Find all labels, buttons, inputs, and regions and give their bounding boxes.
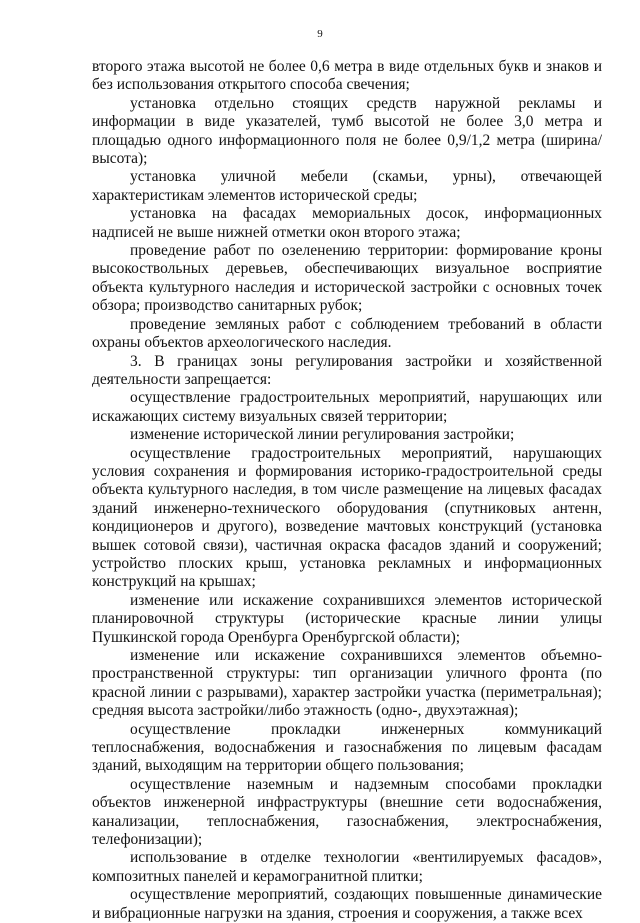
paragraph: осуществление прокладки инженерных коммуникаций теплоснабжения, водоснабжения и газоснабжения по лицевым фасадам зданий, выходящим на территории общего пользования; <box>92 720 602 775</box>
paragraph: осуществление градостроительных мероприятий, нарушающих или искажающих систему визуальных связей территории; <box>92 389 602 425</box>
paragraph: изменение или искажение сохранившихся элементов объемно-пространственной структуры: тип организации уличного фронта (по красной линии с разрывами), характер застройки участка (периметральная); средняя высота застройки/либо этажность (одно-, двухэтажная); <box>92 647 602 720</box>
paragraph: осуществление наземным и надземным способами прокладки объектов инженерной инфраструктуры (внешние сети водоснабжения, канализации, теплоснабжения, газоснабжения, электроснабжения, телефонизации); <box>92 775 602 849</box>
paragraph: осуществление мероприятий, создающих повышенные динамические и вибрационные нагрузки на здания, строения и сооружения, а также всех <box>92 886 602 922</box>
paragraph: проведение земляных работ с соблюдением требований в области охраны объектов археологического наследия. <box>92 315 602 352</box>
paragraph: изменение исторической линии регулирования застройки; <box>130 426 515 444</box>
page-number: 9 <box>317 28 323 40</box>
paragraph: осуществление градостроительных мероприятий, нарушающих условия сохранения и формирования историко-градостроительной среды объекта культурного наследия, в том числе размещение на лицевых фасадах зданий инженерно-технического оборудования (спутниковых антенн, кондиционеров и другого), возведение мачтовых конструкций (установка вышек сотовой связи), частичная окраска фасадов зданий и сооружений; устройство плоских крыш, установка рекламных и информационных конструкций на крышах; <box>92 444 602 591</box>
paragraph: установка отдельно стоящих средств наружной рекламы и информации в виде указателей, тумб высотой не более 3,0 метра и площадью одного информационного поля не более 0,9/1,2 метра (ширина/высота); <box>92 94 602 168</box>
paragraph: проведение работ по озеленению территории: формирование кроны высокоствольных деревьев, обеспечивающих визуальное восприятие объекта культурного наследия и исторической застройки с основных точек обзора; производство санитарных рубок; <box>92 242 602 315</box>
paragraph: установка на фасадах мемориальных досок, информационных надписей не выше нижней отметки окон второго этажа; <box>92 205 602 241</box>
section-heading-paragraph: 3. В границах зоны регулирования застройки и хозяйственной деятельности запрещается: <box>92 352 602 388</box>
paragraph: изменение или искажение сохранившихся элементов исторической планировочной структуры (исторические красные линии улицы Пушкинской города Оренбурга Оренбургской области); <box>92 591 602 646</box>
paragraph: установка уличной мебели (скамьи, урны), отвечающей характеристикам элементов исторической среды; <box>92 168 602 204</box>
paragraph: второго этажа высотой не более 0,6 метра в виде отдельных букв и знаков и без использования открытого способа свечения; <box>92 58 602 94</box>
paragraph: использование в отделке технологии «вентилируемых фасадов», композитных панелей и керамогранитной плитки; <box>92 849 602 885</box>
page-body <box>92 58 602 923</box>
